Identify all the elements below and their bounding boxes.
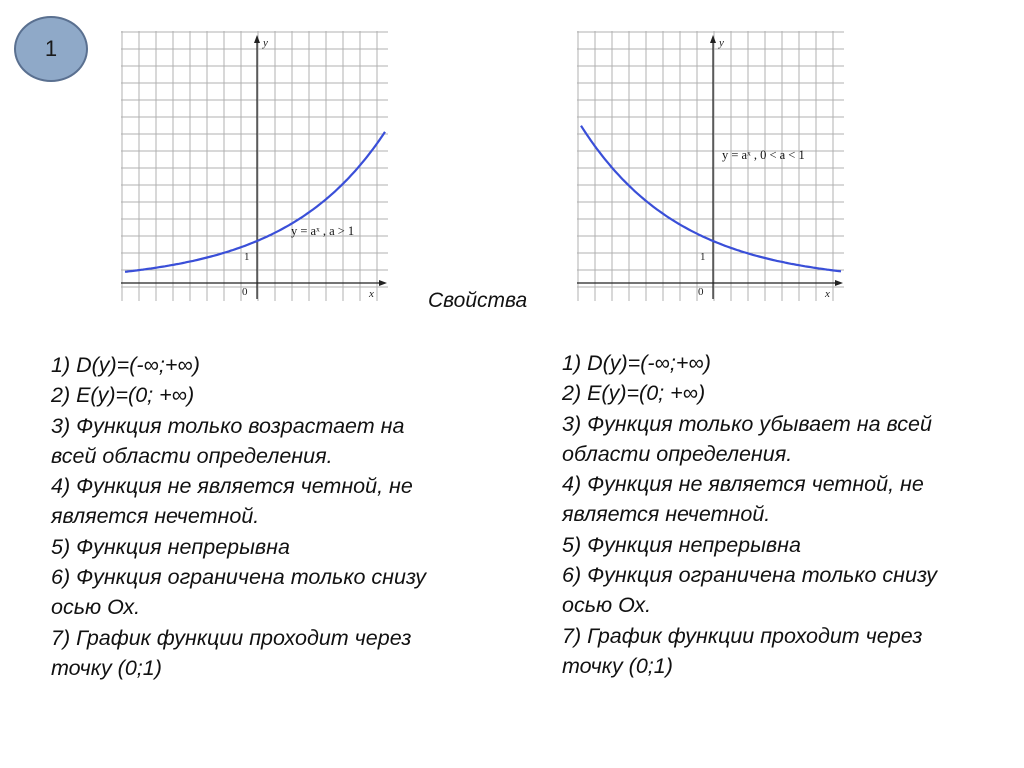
origin-label: 0 [698,286,704,298]
properties-list-increasing [51,350,451,683]
x-axis-label: x [369,288,374,300]
property-item: 6) Функция ограничена только снизу осью Ох. [51,565,426,620]
graph-right-svg [577,31,845,302]
graph-decreasing-exponential [577,31,845,302]
y-axis-arrow [254,35,260,43]
x-axis-arrow [835,280,843,286]
slide-number-badge [14,16,88,82]
property-item: 1) D(y)=(-∞;+∞) [562,351,711,375]
property-item: 2) E(y)=(0; +∞) [562,381,706,406]
unit-label: 1 [700,251,706,263]
formula-label: y = aˣ , a > 1 [291,224,355,238]
slide-number: 1 [44,36,58,61]
graph-left-svg [121,31,389,302]
property-item: 4) Функция не является четной, не является нечетной. [51,474,413,529]
x-axis-label: x [825,288,830,300]
property-item: 4) Функция не является четной, не является нечетной. [562,472,924,527]
property-item: 7) График функции проходит через точку (0;1) [51,625,412,680]
grid [577,31,844,301]
y-axis-label: y [263,37,268,49]
graph-increasing-exponential [121,31,389,302]
property-item: 6) Функция ограничена только снизу осью Ох. [562,563,937,618]
property-item: 5) Функция непрерывна [51,534,290,559]
property-item: 2) E(y)=(0; +∞) [51,383,195,408]
unit-label: 1 [244,251,250,263]
property-item: 5) Функция непрерывна [562,532,801,557]
property-item: 3) Функция только убывает на всей области определения. [562,411,932,466]
y-axis-arrow [710,35,716,43]
y-axis-label: y [719,37,724,49]
properties-heading: Свойства [428,289,528,312]
property-item: 1) D(y)=(-∞;+∞) [51,353,200,377]
property-item: 7) График функции проходит через точку (0;1) [562,623,923,678]
origin-label: 0 [242,286,248,298]
properties-list-decreasing [562,348,962,681]
grid [121,31,388,301]
formula-label: y = aˣ , 0 < a < 1 [722,148,805,162]
x-axis-arrow [379,280,387,286]
property-item: 3) Функция только возрастает на всей области определения. [51,413,405,468]
